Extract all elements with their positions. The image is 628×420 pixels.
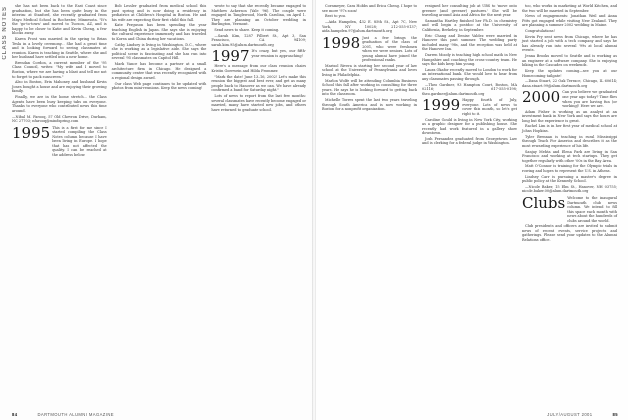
paragraph: Caroline Gould is living in New York City, working as a graphic designer for a publishing house. She recently had work featured in a gallery show downtown. xyxy=(422,117,517,136)
page-number: 85 xyxy=(612,412,618,417)
paragraph: Laura Okafor recently moved to London to work for an international bank. She would love to hear from any classmates passing through. xyxy=(422,67,518,81)
paragraph: Rachel Lim is in her first year of medical school at Johns Hopkins. xyxy=(522,124,617,133)
paragraph: Jenna Brooks moved to Seattle and is working as an engineer at a software company. She is enjoying hiking in the Cascades on weekends. xyxy=(522,54,617,68)
left-col2-paras xyxy=(112,4,207,91)
clubs-intro-text: Welcome to the inaugural Dartmouth club news column. We intend to fill this space each month with news about the hundreds of clubs around the world. xyxy=(567,196,617,223)
right-col1-more xyxy=(322,64,417,112)
paragraph: Karen Frost was married in the spring to Brian Tesla in a lovely ceremony... She had a great time and is looking forward to seeing classmates at reunion. Karen is teaching in Seattle, where she and her husband have settled into a new home. xyxy=(12,37,107,60)
paragraph: Send news to share. Keep it coming. xyxy=(214,27,280,32)
section-tab: CLASS NOTES xyxy=(2,6,8,60)
paragraph: —Aida Hampden, 432 E. 85th St., Apt 7C, New York, NY 10028; 212-555-0137; aida.hampden.97@alum.dartmouth.org xyxy=(322,20,417,34)
paragraph: —Nicole Baker, 15 Elm St., Hanover, NH 03755; nicole.baker.00@alum.dartmouth.org xyxy=(522,184,617,194)
paragraph: Adam Fisher is working as an analyst at an investment bank in New York and says the hours are long but the experience is great. xyxy=(522,109,617,123)
paragraph: News of engagements: Jonathan Weil and Anna Pitts got engaged while visiting New Zealand. They are planning a summer 2002 wedding in Maine. xyxy=(522,14,617,28)
paragraph: —Theo Gardner, 93 Hampton Court, Boston, MA 02116; 617-555-0198; theo.gardner@alum.dartmouth.org xyxy=(422,82,517,96)
paragraph: Also in Boston, Erin Mahoney and husband Kevin Jones bought a house and are enjoying their growing family. xyxy=(12,80,107,94)
class-year-heading xyxy=(322,33,417,63)
paragraph: Bob Lessler graduated from medical school this past spring and is now doing a residency in pediatrics at Children's Hospital in Boston. He and his wife are expecting their first child this fall. xyxy=(111,4,207,22)
right-column-1 xyxy=(322,4,417,244)
paragraph: Brendan Cordon, a current member of the '95 Class Council, writes: "My wife and I moved to Boston, where we are having a blast and tell me not to forget to pack sunscreen." xyxy=(12,60,107,79)
right-column-2 xyxy=(422,4,517,244)
left-col1-paras xyxy=(12,4,107,113)
paragraph: resigned her consulting job at UBS to 'move onto greener (and greener) pastures.' She will be traveling around Asia and Africa for the next year. xyxy=(422,4,517,18)
left-column-3 xyxy=(211,4,306,158)
paragraph: Our class Web page continues to be updated with photos from mini-reunions. Keep the news coming! xyxy=(111,81,207,91)
paragraph: Darren Moody is teaching high school math in New Hampshire and coaching the cross-country team. He says the kids keep him young. xyxy=(422,53,517,67)
right-col4b-paras xyxy=(522,224,617,242)
paragraph: she has not been back to the East Coast since graduation, but she has been quite busy in the interim: at Stanford, she recently graduated from Mayo Medical School in Rochester, Minnesota. "It's the 'go-to-town' and moved to Tucson, AZ, and is happy to be closer to Katie and Kevin Cheng, a few blocks away. xyxy=(12,4,107,36)
paragraph: Mark Vance has become a partner at a small architecture firm in Chicago. He designed a community center that was recently recognized with a regional design award. xyxy=(111,62,207,80)
right-col4-paras xyxy=(522,150,617,194)
class-intro-text: It's crazy, but yes, our fifth-year reunion is approaching! xyxy=(251,49,307,58)
clubs-title: Clubs xyxy=(522,194,566,213)
paragraph: Keep the updates coming—see you at our Homecoming tailgate! xyxy=(522,69,617,78)
left-columns xyxy=(12,4,306,158)
paragraph: Cornmeyer, Cara Hobbs and Erica Cheng. I hope to see more '97s soon! xyxy=(322,4,417,13)
class-year-1995: 1995 xyxy=(12,123,51,142)
paragraph: too, who works in marketing at World Kitchen, and the two will be married in September. xyxy=(522,4,617,13)
class-year-1999: 1999 xyxy=(422,96,461,115)
left-column-1 xyxy=(12,4,107,158)
left-col3b-paras xyxy=(211,64,306,112)
class-year-heading xyxy=(12,123,107,158)
left-col3-paras xyxy=(211,4,306,47)
paragraph: Cathy Lindsey is living in Washington, D.C., where she is working as a legislative aide. She says the political scene is fascinating and she has run into several '95 classmates on Capitol Hill. xyxy=(111,42,207,61)
paragraph: Here's a message from our class reunion chairs Kristin Goerwein and Hilda Frommer. xyxy=(211,64,307,73)
paragraph: Best to you. xyxy=(325,14,347,19)
class-year-2000: 2000 xyxy=(522,88,561,107)
right-col2-paras xyxy=(422,4,517,96)
right-column-3 xyxy=(522,4,617,244)
class-secretary-signature: —Nibal M. Farooq, 57 Old Chevron Drive, Durham, NC 27703; nfarooq@mindspring.com xyxy=(12,114,107,124)
left-column-2 xyxy=(112,4,207,158)
paragraph: Finally, we are in the home stretch... the Class Agents have been busy keeping tabs on everyone. Thanks to everyone who contributed news this time around. xyxy=(12,95,107,113)
class-year-1997: 1997 xyxy=(211,47,250,66)
class-intro-text: Just a few brings the graduation of the class of 2001, who were freshmen when we were seniors. Lots of young alumni have joined the professional ranks. xyxy=(362,35,417,63)
magazine-title: DARTMOUTH ALUMNI MAGAZINE xyxy=(37,412,114,417)
paragraph: Sanjay Mehta and Elena Park are living in San Francisco and working at tech startups. They get together regularly with other '00s in the Bay Area. xyxy=(522,149,617,163)
paragraph: —Sarah Kim, 1287 Filbert St., Apt 3, San Francisco, CA 94109; sarah.kim.95@alum.dartmouth.org xyxy=(211,33,307,47)
paragraph: wrote to say that she recently became engaged to Matthew Ackerson (Yale '96). The couple were engaged in Tanglewood, North Carolina, on April 1. They are planning an October wedding in Burlington, Vermont. xyxy=(211,4,307,27)
paragraph: Samantha Hartley finished her Ph.D. in chemistry and will begin a postdoc at the University of California, Berkeley, in September. xyxy=(422,18,517,32)
paragraph: Kate Ferguson has been spending the year teaching English in Japan. She says she is enjoying the cultural experience immensely and has traveled to Korea and China during her vacations. xyxy=(111,23,207,42)
class-year-heading xyxy=(422,98,517,116)
issue-date: JULY/AUGUST 2001 xyxy=(547,412,593,417)
page-gutter xyxy=(312,0,316,420)
clubs-heading xyxy=(522,196,617,223)
paragraph: Matt O'Connor is training for the Olympic trials in rowing and hopes to represent the U.S. in Athens. xyxy=(522,164,617,173)
paragraph: Josh Fernandez graduated from Georgetown Law and is clerking for a federal judge in Washington. xyxy=(422,136,517,146)
paragraph: Marisol Rivera is starting her second year of law school at the University of Pennsylvania and loves living in Philadelphia. xyxy=(322,63,417,78)
left-footer xyxy=(12,412,114,417)
paragraph: Michelle Torres spent the last two years traveling through South America and is now working in Boston for a nonprofit organization. xyxy=(322,98,417,112)
page-number: 84 xyxy=(12,412,18,417)
paragraph: Congratulations! xyxy=(525,29,555,34)
paragraph: Lindsey Carr is pursuing a master's degree in public policy at the Kennedy School. xyxy=(522,174,617,184)
paragraph: Lots of news to report from the last few months: several classmates have recently become engaged or married, many have started new jobs, and others have returned to graduate school. xyxy=(211,93,307,112)
right-col3-paras xyxy=(522,4,617,88)
class-year-heading xyxy=(522,90,617,108)
right-col3b-paras xyxy=(522,110,617,149)
paragraph: "Mark the date! June 13–16, 2002! Let's make this reunion the biggest and best ever, and get as many people back to Hanover as we can. We have already confirmed a band for Saturday night." xyxy=(211,74,307,93)
paragraph: Marlon Wolfe will be attending Columbia Business School this fall after working in consulting for three years. He says he is looking forward to getting back into the classroom. xyxy=(322,78,417,97)
class-intro-text: This is a first for me since I started compiling the Class Notes column because I have been living in Europe. I hope that has not affected the quality. I can be reached at the address below. xyxy=(52,125,107,157)
paragraph: Kevin Fry sent news from Chicago, where he has just started a job with a tech company and says he has already run into several '99s at local alumni events. xyxy=(522,34,617,53)
class-year-heading xyxy=(211,47,307,66)
right-col2b-paras xyxy=(422,118,517,146)
right-columns xyxy=(322,4,618,244)
right-page xyxy=(314,0,628,420)
right-col1-paras xyxy=(322,14,417,33)
class-intro-text: Happy fourth of July, everyone. Lots of news to cover this month, so let's get right to it. xyxy=(462,98,517,116)
class-year-1998: 1998 xyxy=(322,33,361,52)
right-footer xyxy=(547,412,618,417)
class-intro-text: Can you believe we graduated one year ago today? Time flies when you are having fun (or working)! Here we are. xyxy=(562,90,617,109)
paragraph: Eric Chang and Denise Valdez were married in Hanover this past summer. The wedding party included many '98s, and the reception was held at the Hanover Inn. xyxy=(422,33,517,52)
paragraph: Tyler Brennan is teaching in rural Mississippi through Teach For America and describes it as the most rewarding experience of his life. xyxy=(522,134,617,148)
paragraph: Club presidents and officers are invited to submit news of recent events, service projects and gatherings. Please send your updates to the Alumni Relations office. xyxy=(522,224,617,242)
paragraph: —Dana Stuart, 22 Oak Terrace, Chicago, IL 60614; dana.stuart.99@alum.dartmouth.org xyxy=(522,79,617,88)
